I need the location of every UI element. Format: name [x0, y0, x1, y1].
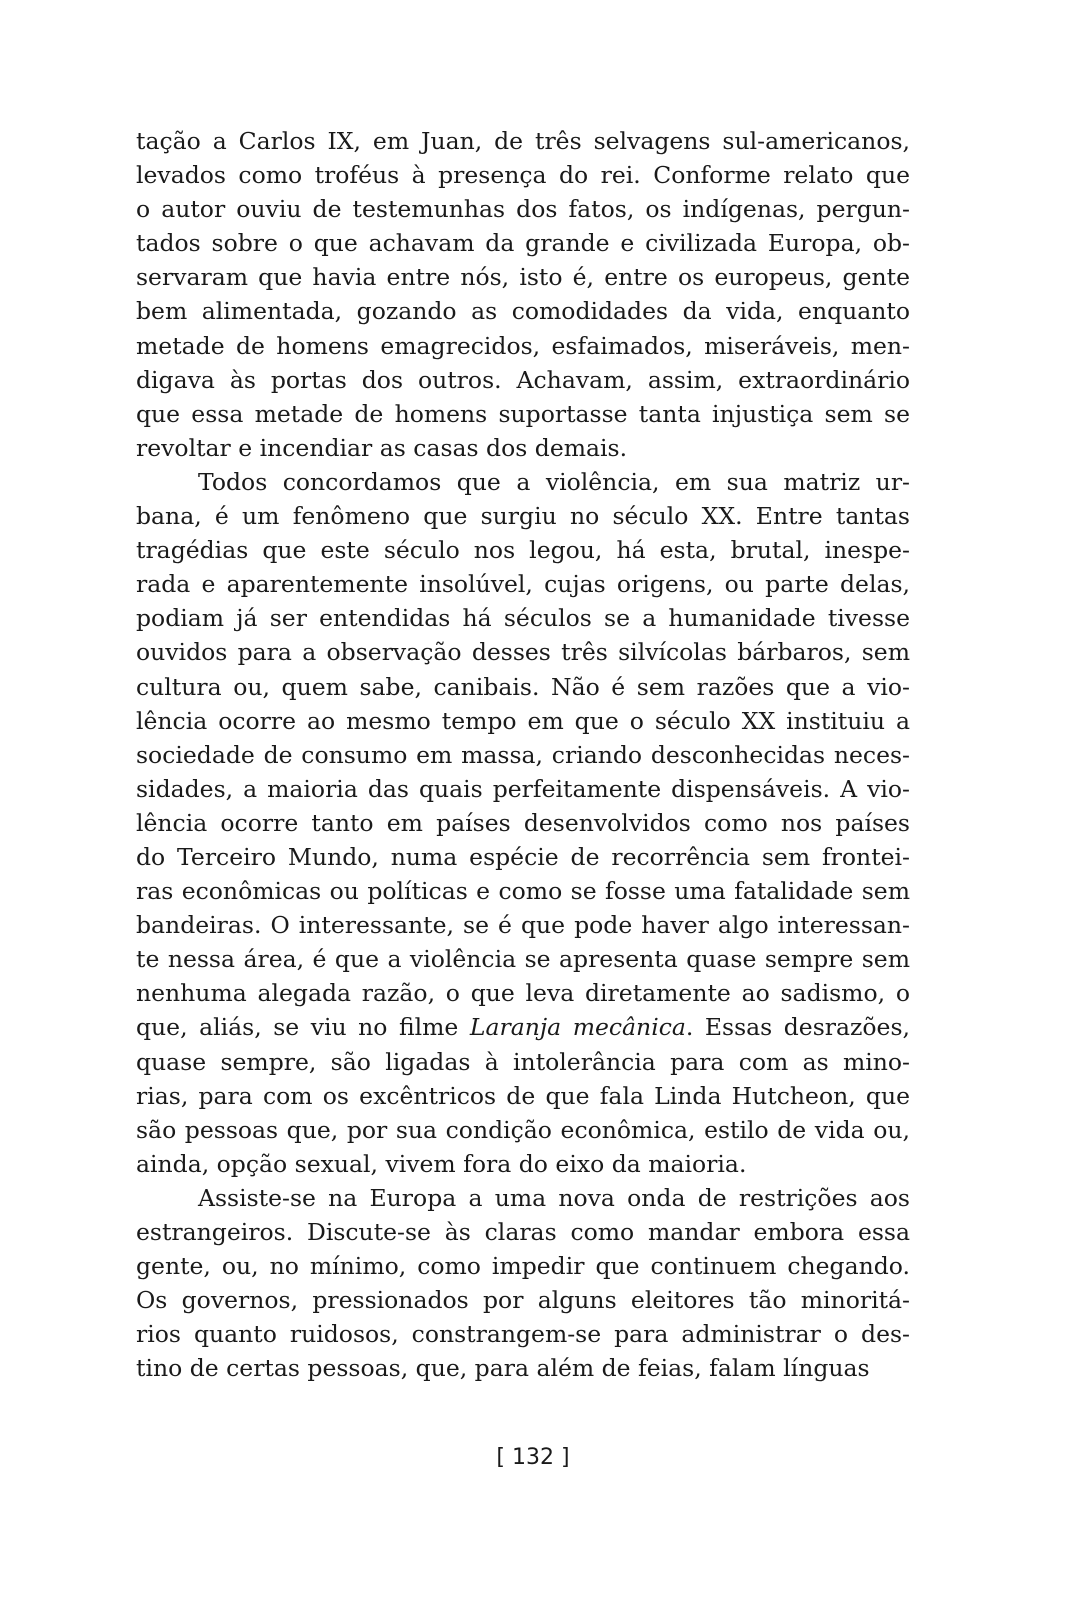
text-line: metade de homens emagrecidos, esfaimados, miseráveis, men- — [136, 331, 910, 360]
text-run: que, aliás, se viu no filme — [136, 1013, 470, 1042]
text-line: digava às portas dos outros. Achavam, assim, extraordinário — [136, 365, 910, 394]
text-line: o autor ouviu de testemunhas dos fatos, os indígenas, pergun- — [136, 195, 910, 224]
text-line: ouvidos para a observação desses três silvícolas bárbaros, sem — [136, 638, 910, 667]
text-line: rios quanto ruidosos, constrangem-se para administrar o des- — [136, 1320, 910, 1349]
text-line: tragédias que este século nos legou, há esta, brutal, inespe- — [136, 536, 910, 565]
text-line: tino de certas pessoas, que, para além de feias, falam línguas — [136, 1354, 870, 1383]
text-line: tados sobre o que achavam da grande e civilizada Europa, ob- — [136, 229, 910, 258]
text-line: levados como troféus à presença do rei. Conforme relato que — [136, 161, 910, 190]
text-line: ras econômicas ou políticas e como se fosse uma fatalidade sem — [136, 877, 910, 906]
text-line: sidades, a maioria das quais perfeitamente dispensáveis. A vio- — [136, 774, 910, 803]
text-line: do Terceiro Mundo, numa espécie de recorrência sem frontei- — [136, 842, 910, 871]
text-line: gente, ou, no mínimo, como impedir que continuem chegando. — [136, 1252, 910, 1281]
body-text — [136, 124, 910, 1385]
text-line: lência ocorre tanto em países desenvolvidos como nos países — [136, 808, 910, 837]
text-line: revoltar e incendiar as casas dos demais. — [136, 433, 628, 462]
text-line: te nessa área, é que a violência se apresenta quase sempre sem — [136, 945, 910, 974]
text-line: bana, é um fenômeno que surgiu no século XX. Entre tantas — [136, 502, 910, 531]
text-line: bandeiras. O interessante, se é que pode haver algo interessan- — [136, 911, 910, 940]
text-line: que essa metade de homens suportasse tanta injustiça sem se — [136, 399, 910, 428]
text-line: lência ocorre ao mesmo tempo em que o século XX instituiu a — [136, 706, 910, 735]
text-line: rada e aparentemente insolúvel, cujas origens, ou parte delas, — [136, 570, 910, 599]
text-line — [136, 1010, 910, 1044]
text-line: podiam já ser entendidas há séculos se a humanidade tivesse — [136, 604, 910, 633]
text-line: quase sempre, são ligadas à intolerância para com as mino- — [136, 1047, 910, 1076]
text-line: Os governos, pressionados por alguns eleitores tão minoritá- — [136, 1286, 910, 1315]
text-run: . Essas desrazões, — [685, 1013, 910, 1042]
text-line: são pessoas que, por sua condição econômica, estilo de vida ou, — [136, 1115, 910, 1144]
page-number: [ 132 ] — [496, 1445, 570, 1470]
text-line: nenhuma alegada razão, o que leva diretamente ao sadismo, o — [136, 979, 910, 1008]
text-line: Todos concordamos que a violência, em sua matriz ur- — [198, 467, 910, 496]
text-line: ainda, opção sexual, vivem fora do eixo da maioria. — [136, 1149, 747, 1178]
text-line: estrangeiros. Discute-se às claras como mandar embora essa — [136, 1218, 910, 1246]
text-line: servaram que havia entre nós, isto é, entre os europeus, gente — [136, 263, 910, 292]
text-line: cultura ou, quem sabe, canibais. Não é sem razões que a vio- — [136, 672, 910, 701]
text-line: bem alimentada, gozando as comodidades da vida, enquanto — [136, 297, 910, 326]
film-title: Laranja mecânica — [469, 1013, 686, 1042]
text-line: rias, para com os excêntricos de que fala Linda Hutcheon, que — [136, 1081, 910, 1110]
text-line: tação a Carlos IX, em Juan, de três selvagens sul-americanos, — [136, 127, 910, 155]
text-line: Assiste-se na Europa a uma nova onda de restrições aos — [198, 1183, 910, 1212]
text-line: sociedade de consumo em massa, criando desconhecidas neces- — [136, 740, 910, 769]
